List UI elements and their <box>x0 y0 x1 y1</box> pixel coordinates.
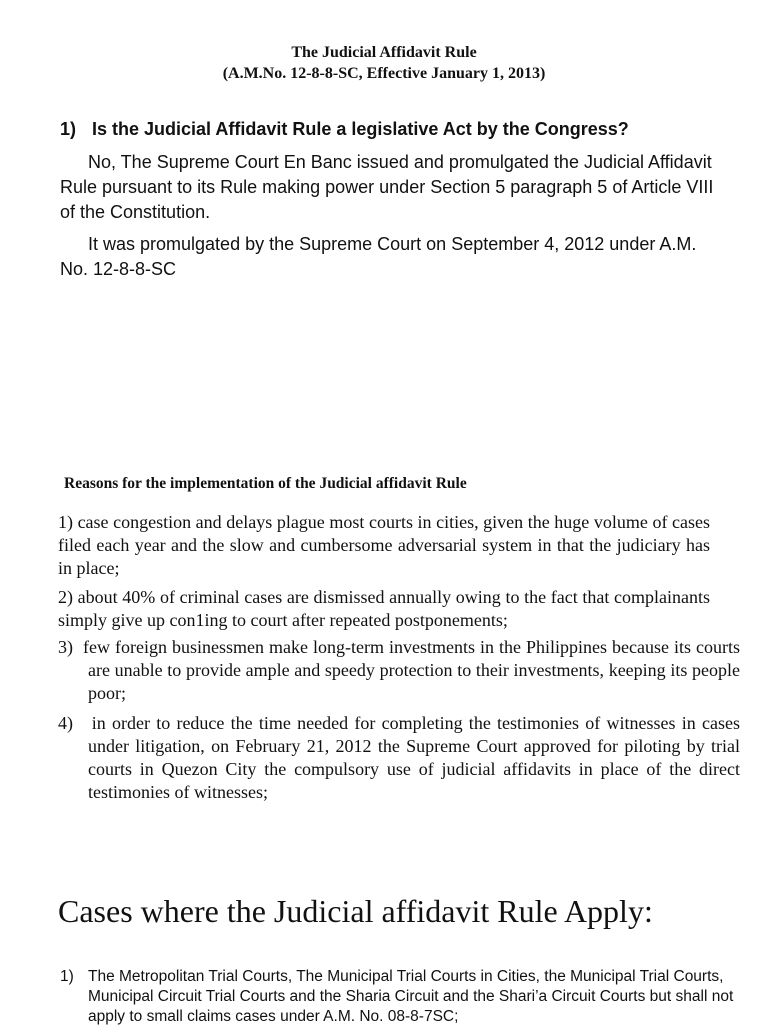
document-subtitle: (A.M.No. 12-8-8-SC, Effective January 1, 2013) <box>222 65 546 82</box>
case-item-number: 1) <box>60 968 74 985</box>
reason-item-3: 3) few foreign businessmen make long-term investments in the Philippines because its courts are unable to provide ample and speedy protection to their investments, keeping its people poor; <box>58 637 740 703</box>
answer-paragraph-1: No, The Supreme Court En Banc issued and promulgated the Judicial Affidavit Rule pursuant to its Rule making power under Section 5 paragraph 5 of Article VIII of the Constitution. <box>60 152 714 222</box>
reason-item-1: 1) case congestion and delays plague most courts in cities, given the huge volume of cases filed each year and the slow and cumbersome adversarial system in that the judiciary has in place; <box>58 512 710 578</box>
case-item-text: The Metropolitan Trial Courts, The Municipal Trial Courts in Cities, the Municipal Trial Courts, Municipal Circuit Trial Courts and the Sharia Circuit and the Shari’a Circuit Courts but shall not apply to small claims cases under A.M. No. 08-8-7SC; <box>88 968 734 1025</box>
question-heading <box>60 119 740 140</box>
question-number: 1) <box>60 119 77 139</box>
reason-item-4: 4) in order to reduce the time needed for completing the testimonies of witnesses in cases under litigation, on February 21, 2012 the Supreme Court approved for piloting by trial courts in Quezon City the compulsory use of judicial affidavits in place of the direct testimonies of witnesses; <box>58 713 740 802</box>
cases-heading: Cases where the Judicial affidavit Rule Apply: <box>58 893 653 929</box>
case-item-1 <box>60 967 748 1027</box>
answer-paragraph-2: It was promulgated by the Supreme Court on September 4, 2012 under A.M. No. 12-8-8-SC <box>60 234 697 279</box>
question-text: Is the Judicial Affidavit Rule a legislative Act by the Congress? <box>92 119 629 139</box>
reason-item-2: 2) about 40% of criminal cases are dismissed annually owing to the fact that complainants simply give up con1ing to court after repeated postponements; <box>58 587 710 630</box>
reasons-heading: Reasons for the implementation of the Judicial affidavit Rule <box>64 475 467 492</box>
document-title: The Judicial Affidavit Rule <box>291 44 477 61</box>
